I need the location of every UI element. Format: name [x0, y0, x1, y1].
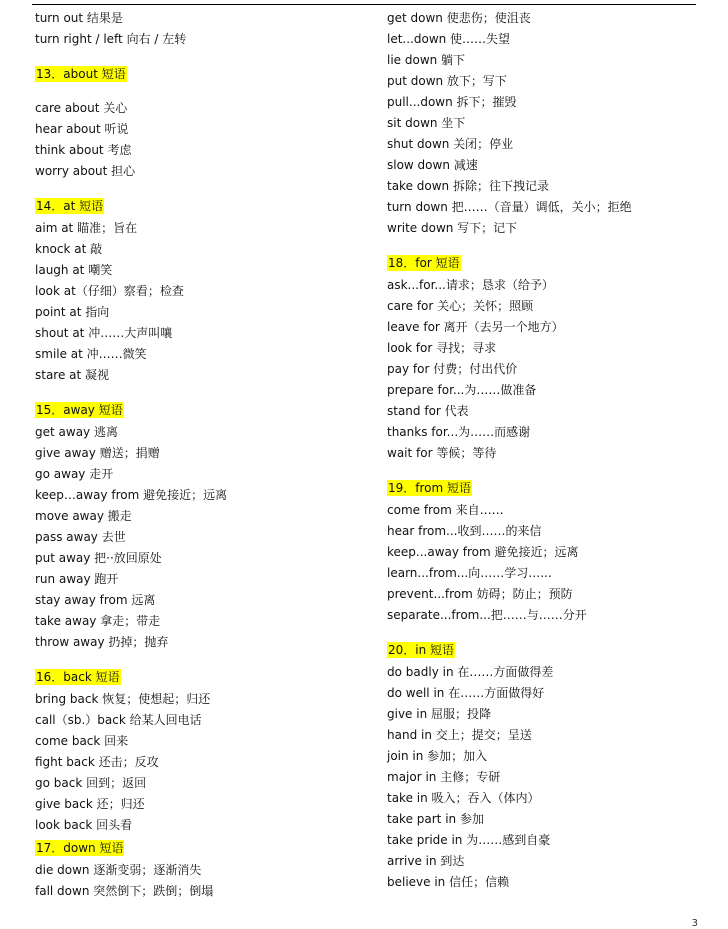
phrase-entry: keep…away from 避免接近；远离: [35, 488, 228, 502]
phrase-entry: come from 来自……: [387, 503, 504, 517]
phrase-entry: write down 写下；记下: [387, 221, 518, 235]
phrase-entry: care about 关心: [35, 101, 128, 115]
phrase-entry: get down 使悲伤；使沮丧: [387, 11, 531, 25]
section-heading-text: 13．about 短语: [36, 67, 126, 81]
phrase-entry: ask...for...请求；恳求（给予）: [387, 278, 554, 292]
phrase-entry: major in 主修；专研: [387, 770, 501, 784]
phrase-entry: look for 寻找；寻求: [387, 341, 497, 355]
spacer: [35, 50, 365, 62]
phrase-entry: sit down 坐下: [387, 116, 466, 130]
phrase-entry: slow down 减速: [387, 158, 478, 172]
phrase-entry: separate...from...把……与……分开: [387, 608, 587, 622]
phrase-entry: look at（仔细）察看；检查: [35, 284, 184, 298]
right-column: [387, 8, 717, 893]
phrase-entry: leave for 离开（去另一个地方）: [387, 320, 564, 334]
spacer: [35, 386, 365, 398]
phrase-entry: give in 屈服；投降: [387, 707, 492, 721]
spacer: [387, 626, 717, 638]
phrase-entry: smile at 冲……微笑: [35, 347, 147, 361]
phrase-entry: wait for 等候；等待: [387, 446, 497, 460]
phrase-entry: do badly in 在……方面做得差: [387, 665, 554, 679]
section-heading-text: 19．from 短语: [388, 481, 472, 495]
phrase-entry: let...down 使……失望: [387, 32, 511, 46]
phrase-entry: shut down 关闭；停业: [387, 137, 514, 151]
phrase-entry: aim at 瞄准；旨在: [35, 221, 138, 235]
phrase-entry: worry about 担心: [35, 164, 136, 178]
phrase-entry: prepare for...为……做准备: [387, 383, 537, 397]
phrase-entry: look back 回头看: [35, 818, 133, 832]
phrase-entry: go away 走开: [35, 467, 114, 481]
phrase-entry: prevent...from 妨碍；防止；预防: [387, 587, 573, 601]
phrase-entry: thanks for...为……而感谢: [387, 425, 531, 439]
section-heading-text: 15．away 短语: [36, 403, 123, 417]
phrase-entry: take down 拆除；往下拽记录: [387, 179, 549, 193]
phrase-entry: hand in 交上；提交；呈送: [387, 728, 532, 742]
phrase-entry: point at 指向: [35, 305, 110, 319]
phrase-entry: care for 关心；关怀；照顾: [387, 299, 534, 313]
spacer: [387, 239, 717, 251]
phrase-entry: take pride in 为……感到自豪: [387, 833, 551, 847]
spacer: [35, 653, 365, 665]
top-rule: [32, 4, 696, 5]
phrase-entry: put away 把··放回原处: [35, 551, 162, 565]
phrase-entry: throw away 扔掉；抛弃: [35, 635, 169, 649]
phrase-entry: call（sb.）back 给某人回电话: [35, 713, 202, 727]
phrase-entry: pass away 去世: [35, 530, 126, 544]
phrase-entry: shout at 冲……大声叫嚷: [35, 326, 173, 340]
phrase-entry: fall down 突然倒下；跌倒；倒塌: [35, 884, 214, 898]
section-heading: [387, 638, 717, 660]
phrase-entry: keep...away from 避免接近；远离: [387, 545, 579, 559]
phrase-entry: take part in 参加: [387, 812, 484, 826]
phrase-entry: pull...down 拆下；摧毁: [387, 95, 517, 109]
phrase-entry: go back 回到；返回: [35, 776, 147, 790]
section-heading: [35, 836, 365, 858]
phrase-entry: learn...from...向……学习…...: [387, 566, 552, 580]
phrase-entry: take away 拿走；带走: [35, 614, 161, 628]
section-heading-text: 20．in 短语: [388, 643, 455, 657]
phrase-entry: hear from...收到……的来信: [387, 524, 542, 538]
phrase-entry: come back 回来: [35, 734, 129, 748]
phrase-entry: pay for 付费；付出代价: [387, 362, 518, 376]
section-heading: [387, 251, 717, 273]
phrase-entry: laugh at 嘲笑: [35, 263, 113, 277]
phrase-entry: hear about 听说: [35, 122, 129, 136]
phrase-entry: do well in 在……方面做得好: [387, 686, 545, 700]
phrase-entry: turn down 把……（音量）调低，关小；拒绝: [387, 200, 632, 214]
phrase-entry: believe in 信任；信赖: [387, 875, 510, 889]
phrase-entry: arrive in 到达: [387, 854, 465, 868]
phrase-entry: stand for 代表: [387, 404, 469, 418]
phrase-entry: join in 参加；加入: [387, 749, 488, 763]
phrase-entry: give away 赠送；捐赠: [35, 446, 160, 460]
section-heading-text: 16．back 短语: [36, 670, 120, 684]
phrase-entry: take in 吸入；吞入（体内）: [387, 791, 540, 805]
phrase-entry: put down 放下；写下: [387, 74, 507, 88]
section-heading: [35, 398, 365, 420]
phrase-entry: knock at 敲: [35, 242, 103, 256]
phrase-entry: die down 逐渐变弱；逐渐消失: [35, 863, 202, 877]
section-heading: [35, 194, 365, 216]
phrase-entry: fight back 还击；反攻: [35, 755, 159, 769]
section-heading-text: 14．at 短语: [36, 199, 104, 213]
left-column: [35, 8, 365, 902]
phrase-entry: give back 还；归还: [35, 797, 145, 811]
phrase-entry: think about 考虑: [35, 143, 132, 157]
phrase-entry: bring back 恢复；使想起；归还: [35, 692, 211, 706]
phrase-entry: stare at 凝视: [35, 368, 110, 382]
phrase-entry: move away 搬走: [35, 509, 132, 523]
section-heading-text: 18．for 短语: [388, 256, 460, 270]
section-heading-text: 17．down 短语: [36, 841, 124, 855]
section-heading: [387, 476, 717, 498]
phrase-entry: turn out 结果是: [35, 11, 123, 25]
section-heading: [35, 665, 365, 687]
phrase-entry: turn right / left 向右 / 左转: [35, 32, 187, 46]
spacer: [387, 464, 717, 476]
spacer: [35, 182, 365, 194]
phrase-entry: get away 逃离: [35, 425, 118, 439]
phrase-entry: stay away from 远离: [35, 593, 156, 607]
phrase-entry: lie down 躺下: [387, 53, 466, 67]
phrase-entry: run away 跑开: [35, 572, 119, 586]
section-heading: [35, 62, 365, 84]
page-number: 3: [691, 918, 698, 929]
